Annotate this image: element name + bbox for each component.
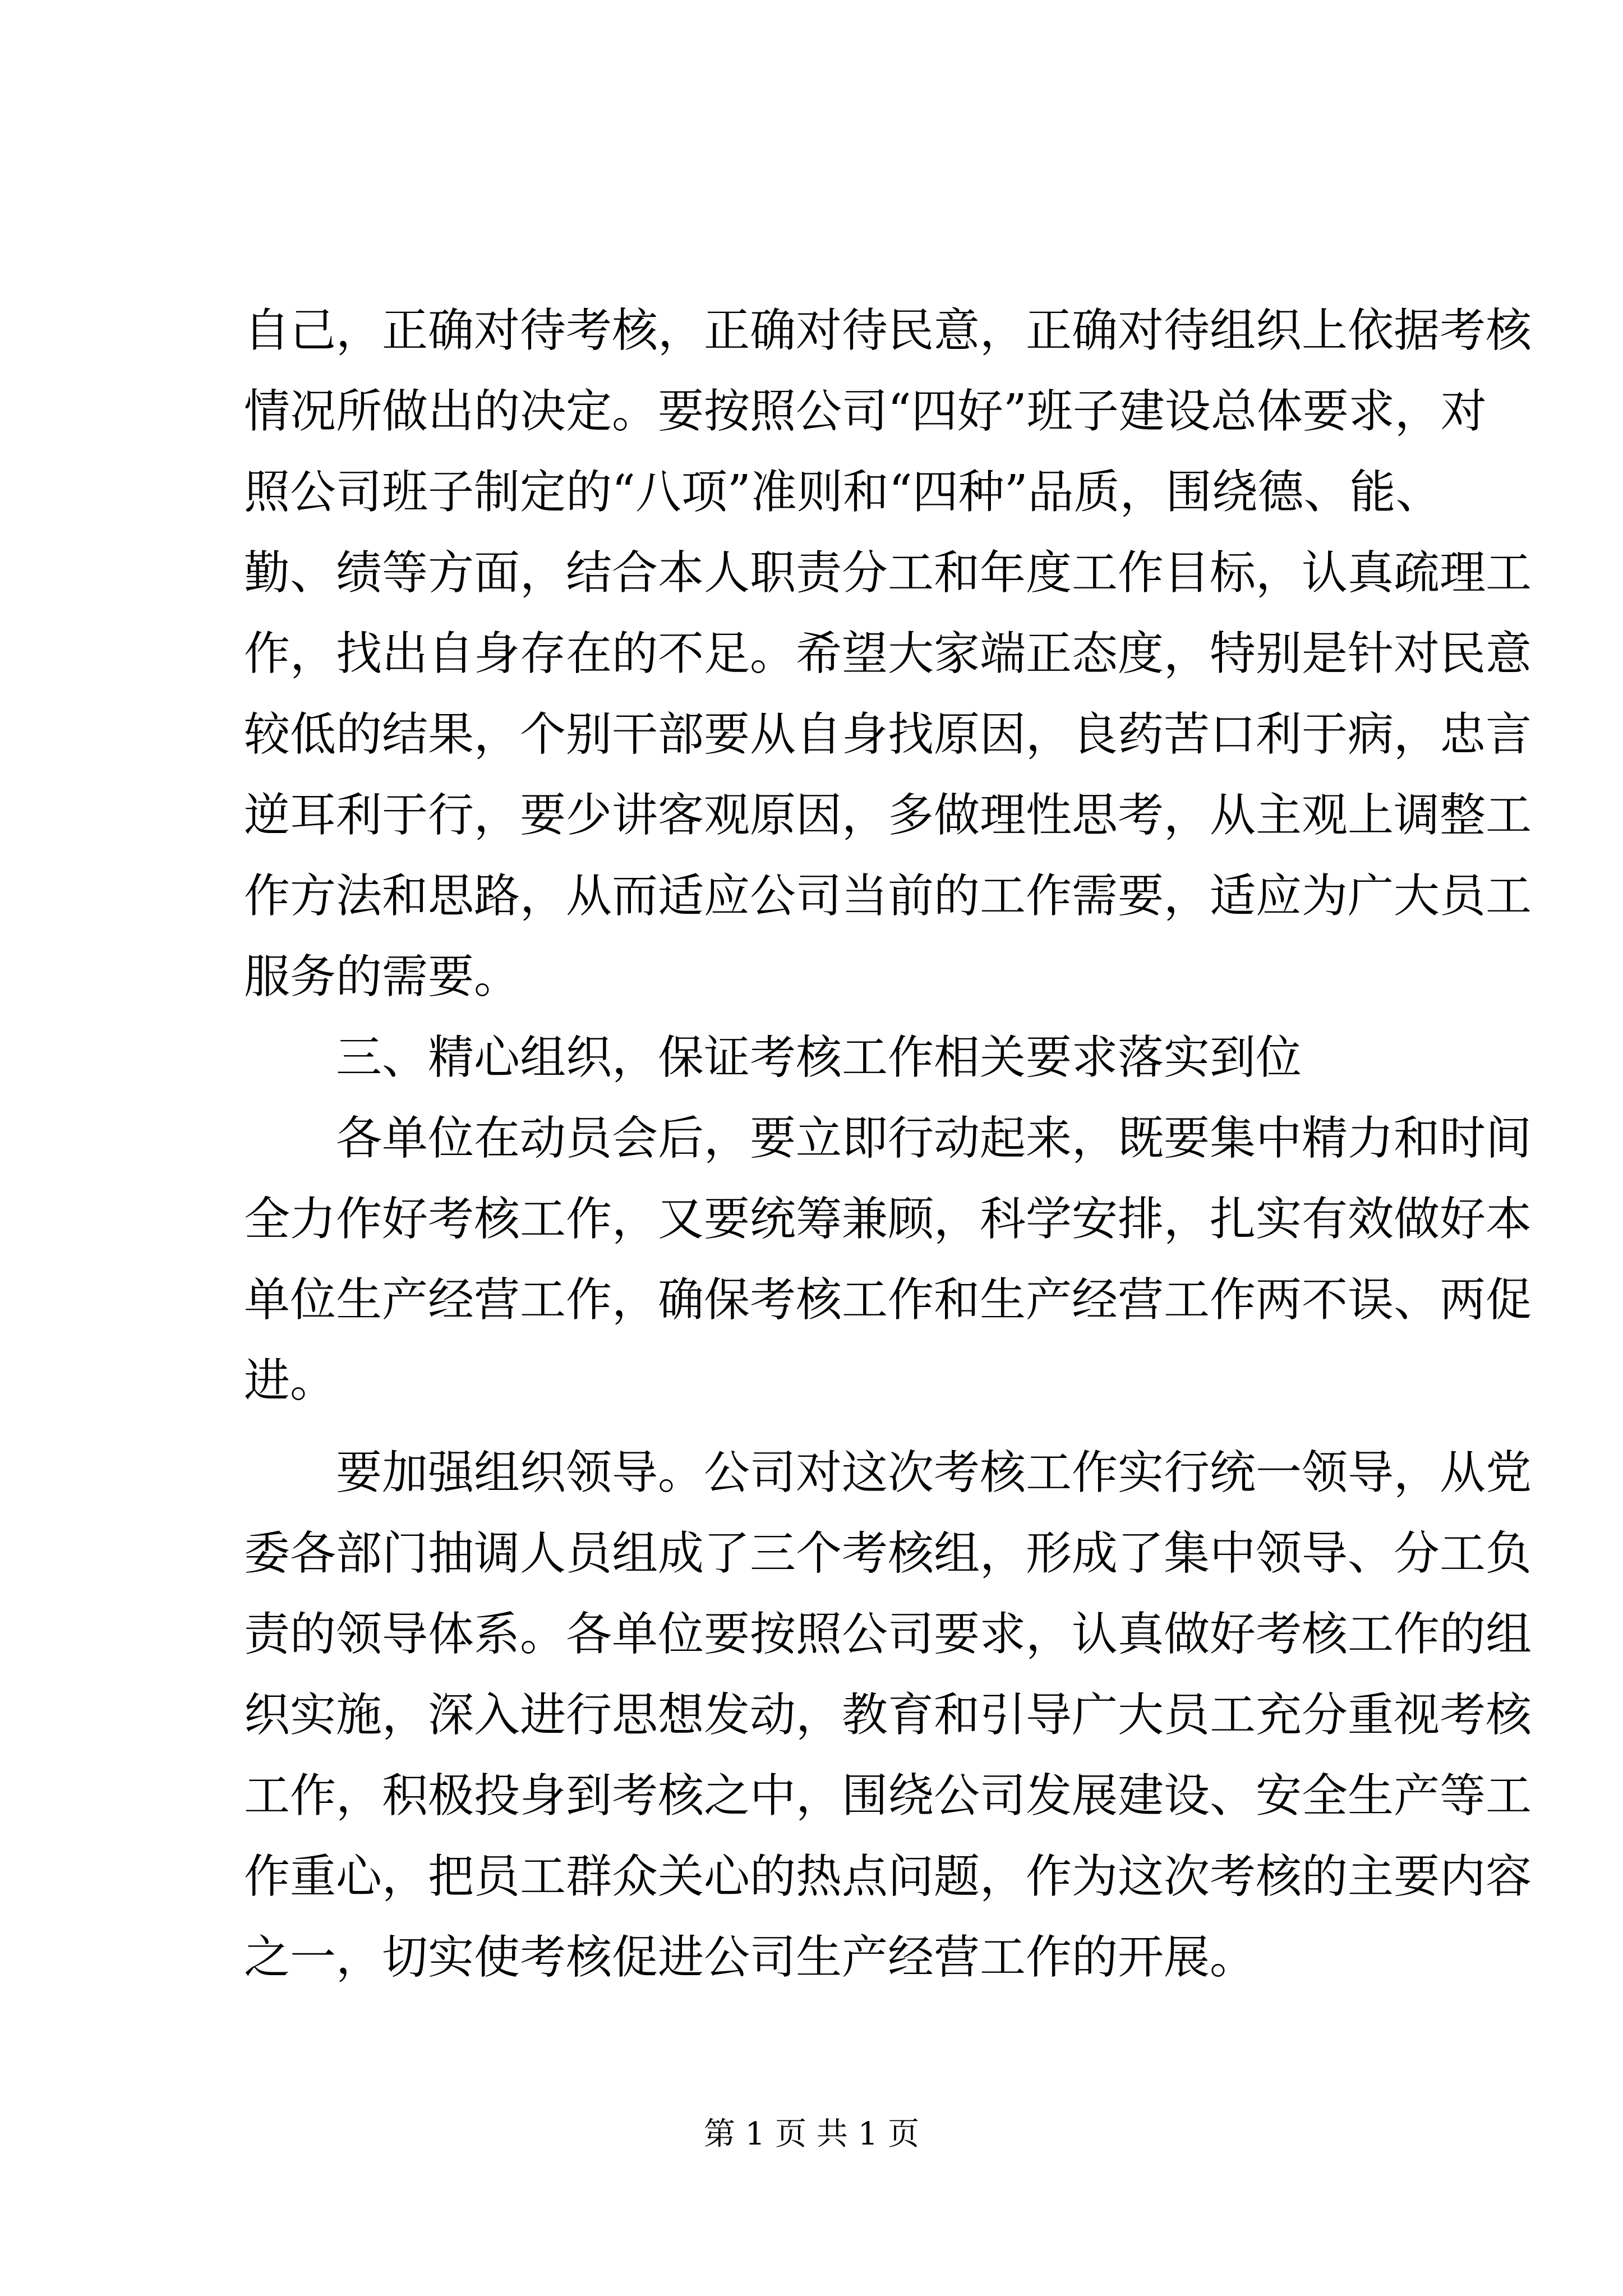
text-line: 织实施，深入进行思想发动，教育和引导广大员工充分重视考核 [244,1688,1532,1742]
text-line: 情况所做出的决定。要按照公司“四好”班子建设总体要求，对 [244,385,1487,438]
paragraph-3 [244,1433,1532,1998]
paragraph-1 [244,291,1532,1018]
text-line: 逆耳利于行，要少讲客观原因，多做理性思考，从主观上调整工 [244,789,1532,842]
text-line: 进。 [244,1354,336,1407]
text-line: 作重心，把员工群众关心的热点问题，作为这次考核的主要内容 [244,1850,1532,1903]
text-line: 单位生产经营工作，确保考核工作和生产经营工作两不误、两促 [244,1273,1532,1327]
text-line: 照公司班子制定的“八项”准则和“四种”品质，围绕德、能、 [244,466,1442,519]
text-line: 服务的需要。 [244,950,520,1004]
text-line: 之一，切实使考核促进公司生产经营工作的开展。 [244,1931,1256,1984]
text-line: 要加强组织领导。公司对这次考核工作实行统一领导，从党 [336,1446,1532,1499]
text-line: 作，找出自身存在的不足。希望大家端正态度，特别是针对民意 [244,627,1532,680]
text-line: 自己，正确对待考核，正确对待民意，正确对待组织上依据考核 [244,304,1532,357]
document-body [244,291,1532,1998]
text-line: 委各部门抽调人员组成了三个考核组，形成了集中领导、分工负 [244,1527,1532,1580]
text-line: 勤、绩等方面，结合本人职责分工和年度工作目标，认真疏理工 [244,546,1532,600]
text-line: 全力作好考核工作，又要统筹兼顾，科学安排，扎实有效做好本 [244,1193,1532,1246]
text-line: 责的领导体系。各单位要按照公司要求，认真做好考核工作的组 [244,1608,1532,1661]
text-line: 工作，积极投身到考核之中，围绕公司发展建设、安全生产等工 [244,1769,1532,1823]
text-line: 作方法和思路，从而适应公司当前的工作需要，适应为广大员工 [244,869,1532,923]
paragraph-2 [244,1098,1532,1421]
section-heading: 三、精心组织，保证考核工作相关要求落实到位 [336,1031,1302,1084]
text-line: 较低的结果，个别干部要从自身找原因，良药苦口利于病，忠言 [244,708,1532,761]
paragraph-spacer [244,1421,1424,1433]
page-footer: 第 1 页 共 1 页 [703,2116,920,2152]
text-line: 各单位在动员会后，要立即行动起来，既要集中精力和时间 [336,1112,1532,1165]
